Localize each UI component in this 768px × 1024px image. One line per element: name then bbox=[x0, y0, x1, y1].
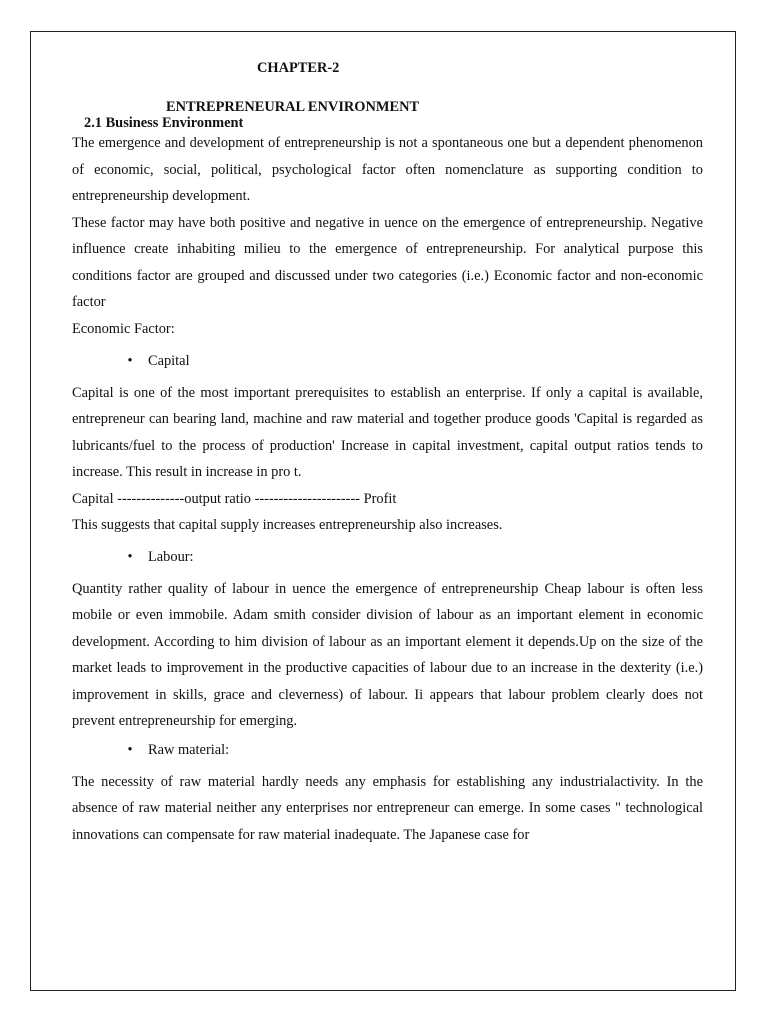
chapter-heading: CHAPTER-2 bbox=[257, 60, 340, 76]
capital-paragraph: Capital is one of the most important prerequisites to establish an enterprise. If only a capital is available, entrepreneur can bearing land, machine and raw material and together produce goods 'Capital is regarded as lubricants/fuel to the process of production' Increase in capital investment, capital output ratios tends to increase. This result in increase in pro t. bbox=[72, 384, 703, 480]
bullet-icon: • bbox=[127, 548, 133, 565]
bullet-capital bbox=[72, 348, 703, 374]
factors-paragraph: These factor may have both positive and negative in uence on the emergence of entrepreneurship. Negative influence create inhabiting milieu to the emergence of entrepreneurship. For analytical purpose this conditions factor are grouped and discussed under two categories (i.e.) Economic factor and non-economic factor bbox=[72, 214, 703, 310]
bullet-raw-material bbox=[72, 737, 703, 763]
chapter-title: ENTREPRENEURAL ENVIRONMENT bbox=[166, 99, 420, 115]
labour-paragraph: Quantity rather quality of labour in uence the emergence of entrepreneurship Cheap labour is often less mobile or even immobile. Adam smith consider division of labour as an important element in economic development. According to him division of labour as an important element it depends.Up on the size of the market leads to improvement in the productive capacities of labour due to an increase in the dexterity (i.e.) improvement in skills, grace and cleverness) of labour. Ii appears that labour problem clearly does not prevent entrepreneurship for emerging. bbox=[72, 580, 703, 729]
section-heading: 2.1 Business Environment bbox=[84, 115, 244, 131]
capital-flow-line: Capital --------------output ratio ---------------------- Profit bbox=[72, 490, 397, 507]
bullet-capital-label: Capital bbox=[148, 352, 190, 369]
economic-factor-label: Economic Factor: bbox=[72, 320, 175, 337]
bullet-raw-material-label: Raw material: bbox=[148, 741, 230, 758]
bullet-icon: • bbox=[127, 352, 133, 369]
bullet-icon: • bbox=[127, 741, 133, 758]
capital-suggests-line: This suggests that capital supply increases entrepreneurship also increases. bbox=[72, 516, 503, 533]
bullet-labour bbox=[72, 544, 703, 570]
raw-material-paragraph: The necessity of raw material hardly needs any emphasis for establishing any industrialactivity. In the absence of raw material neither any enterprises nor entrepreneur can emerge. In some cases " technological innovations can compensate for raw material inadequate. The Japanese case for bbox=[72, 773, 703, 843]
document-body bbox=[72, 58, 703, 848]
bullet-labour-label: Labour: bbox=[148, 548, 194, 565]
intro-paragraph: The emergence and development of entrepreneurship is not a spontaneous one but a dependent phenomenon of economic, social, political, psychological factor often nomenclature as supporting condition to entrepreneurship development. bbox=[72, 135, 703, 204]
